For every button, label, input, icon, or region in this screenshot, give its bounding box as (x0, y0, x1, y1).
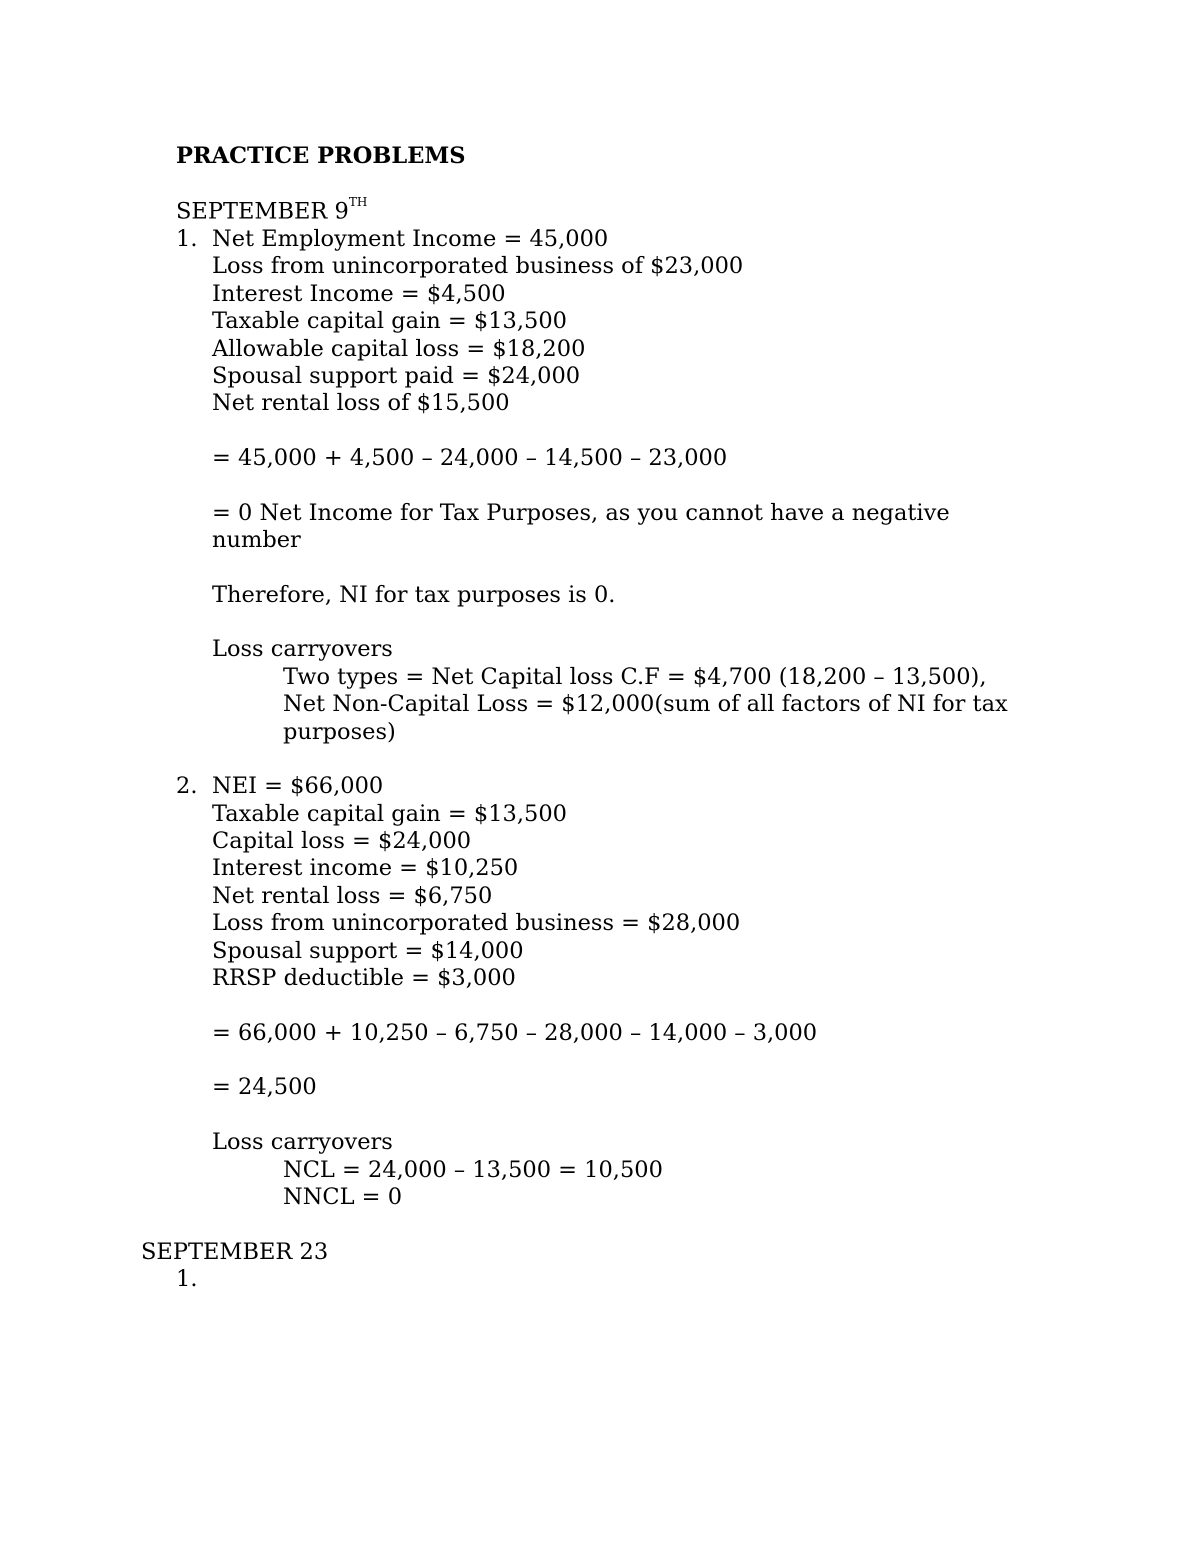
carryover-heading: Loss carryovers (212, 636, 393, 662)
calculation-line: = 66,000 + 10,250 – 6,750 – 28,000 – 14,000 – 3,000 (212, 1020, 818, 1046)
section-heading-sept-23: SEPTEMBER 23 (141, 1239, 329, 1265)
carryover-heading: Loss carryovers (212, 1129, 393, 1155)
carryover-line: Net Non-Capital Loss = $12,000(sum of all factors of NI for tax (283, 691, 1008, 717)
result-line: = 0 Net Income for Tax Purposes, as you cannot have a negative (212, 500, 950, 526)
given-line: RRSP deductible = $3,000 (212, 965, 516, 991)
given-line: NEI = $66,000 (212, 773, 384, 799)
given-line: Spousal support = $14,000 (212, 938, 524, 964)
given-line: Spousal support paid = $24,000 (212, 363, 581, 389)
problem-number: 2. (176, 773, 198, 799)
given-line: Interest Income = $4,500 (212, 281, 506, 307)
document-title: PRACTICE PROBLEMS (176, 143, 466, 169)
carryover-line: NCL = 24,000 – 13,500 = 10,500 (283, 1157, 663, 1183)
given-line: Taxable capital gain = $13,500 (212, 801, 567, 827)
given-line: Allowable capital loss = $18,200 (212, 336, 586, 362)
conclusion-line: Therefore, NI for tax purposes is 0. (212, 582, 616, 608)
section-heading-sept-9 (176, 195, 368, 225)
result-line: number (212, 527, 301, 553)
result-line: = 24,500 (212, 1074, 317, 1100)
problem-number: 1. (176, 1266, 198, 1292)
problem-number: 1. (176, 226, 198, 252)
given-line: Interest income = $10,250 (212, 855, 519, 881)
given-line: Taxable capital gain = $13,500 (212, 308, 567, 334)
carryover-line: Two types = Net Capital loss C.F = $4,700 (18,200 – 13,500), (283, 664, 987, 690)
given-line: Capital loss = $24,000 (212, 828, 472, 854)
given-line: Loss from unincorporated business = $28,000 (212, 910, 741, 936)
given-line: Net rental loss of $15,500 (212, 390, 510, 416)
carryover-line: purposes) (283, 719, 396, 745)
given-line: Net rental loss = $6,750 (212, 883, 493, 909)
section-heading-text: SEPTEMBER 9 (176, 198, 349, 225)
given-line: Net Employment Income = 45,000 (212, 226, 609, 252)
given-line: Loss from unincorporated business of $23,000 (212, 253, 744, 279)
calculation-line: = 45,000 + 4,500 – 24,000 – 14,500 – 23,000 (212, 445, 728, 471)
carryover-line: NNCL = 0 (283, 1184, 403, 1210)
ordinal-suffix: TH (348, 195, 368, 209)
